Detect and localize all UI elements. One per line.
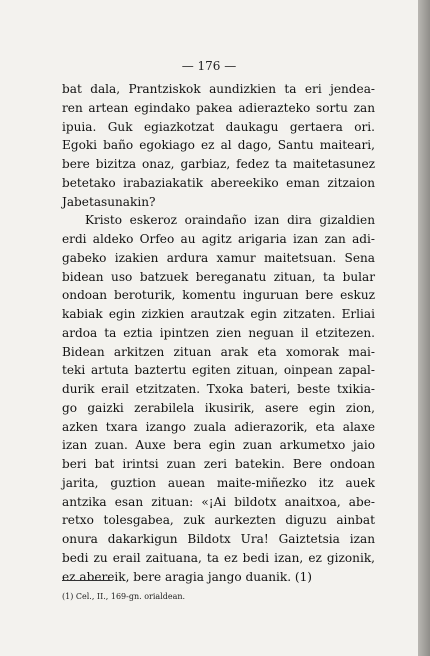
- body-text: [62, 80, 375, 586]
- text-line: Jabetasunakin?: [62, 194, 156, 209]
- text-line: ipuia. Guk egiazkotzat daukagu gertaera ori.: [62, 119, 375, 134]
- text-line: bidean uso batzuek bereganatu zituan, ta bular: [62, 269, 375, 284]
- text-line: ondoan beroturik, komentu inguruan bere eskuz: [62, 288, 375, 303]
- text-line: izan zuan. Auxe bera egin zuan arkumetxo jaio: [62, 438, 375, 453]
- text-line: durik erail etzitzaten. Txoka bateri, beste txikia-: [62, 382, 375, 396]
- text-line: bere bizitza onaz, garbiaz, fedez ta maitetasunez: [62, 157, 375, 171]
- text-line: bedi zu erail zaituana, ta ez bedi izan, ez gizonik,: [62, 550, 375, 565]
- footnote: (1) Cel., II., 169-gn. orialdean.: [62, 592, 186, 601]
- text-line: antzika esan zituan: «¡Ai bildotx anaitxoa, abe-: [62, 494, 375, 509]
- text-line: go gaizki zerabilela ikusirik, asere egin zion,: [62, 400, 375, 415]
- text-line: ez abereik, bere aragia jango duanik. (1): [62, 569, 313, 584]
- text-line: kabiak egin zizkien arautzak egin zitzaten. Erliai: [62, 307, 375, 321]
- page-edge-shadow: [418, 0, 430, 656]
- text-line: erdi aldeko Orfeo au agitz arigaria izan zan adi-: [62, 232, 375, 246]
- text-line: gabeko izakien ardura xamur maitetsuan. Sena: [62, 250, 375, 265]
- text-line: betetako irabaziakatik abereekiko eman zitzaion: [62, 175, 375, 190]
- text-line: beri bat irintsi zuan zeri batekin. Bere ondoan: [62, 457, 375, 471]
- text-line: retxo tolesgabea, zuk aurkezten diguzu ainbat: [62, 513, 375, 528]
- text-line: jarita, guztion auean maite-miñezko itz auek: [62, 475, 375, 490]
- text-line: Bidean arkitzen zituan arak eta xomorak mai-: [62, 344, 375, 359]
- text-line: Kristo eskeroz oraindaño izan dira gizaldien: [62, 213, 375, 228]
- footnote-divider: [62, 580, 112, 581]
- text-line: Egoki baño egokiago ez al dago, Santu maiteari,: [62, 138, 375, 153]
- text-line: ren artean egindako pakea adierazteko sortu zan: [62, 100, 375, 115]
- text-line: azken txara izango zuala adierazorik, eta alaxe: [62, 419, 375, 434]
- text-line: onura dakarkigun Bildotx Ura! Gaiztetsia izan: [62, 532, 375, 546]
- text-line: bat dala, Prantziskok aundizkien ta eri jendea-: [62, 82, 375, 96]
- text-line: ardoa ta eztia ipintzen zien neguan il etzitezen.: [62, 325, 375, 340]
- page-number: — 176 —: [181, 59, 237, 73]
- text-line: teki artuta baztertu egiten zituan, oinpean zapal-: [62, 363, 375, 378]
